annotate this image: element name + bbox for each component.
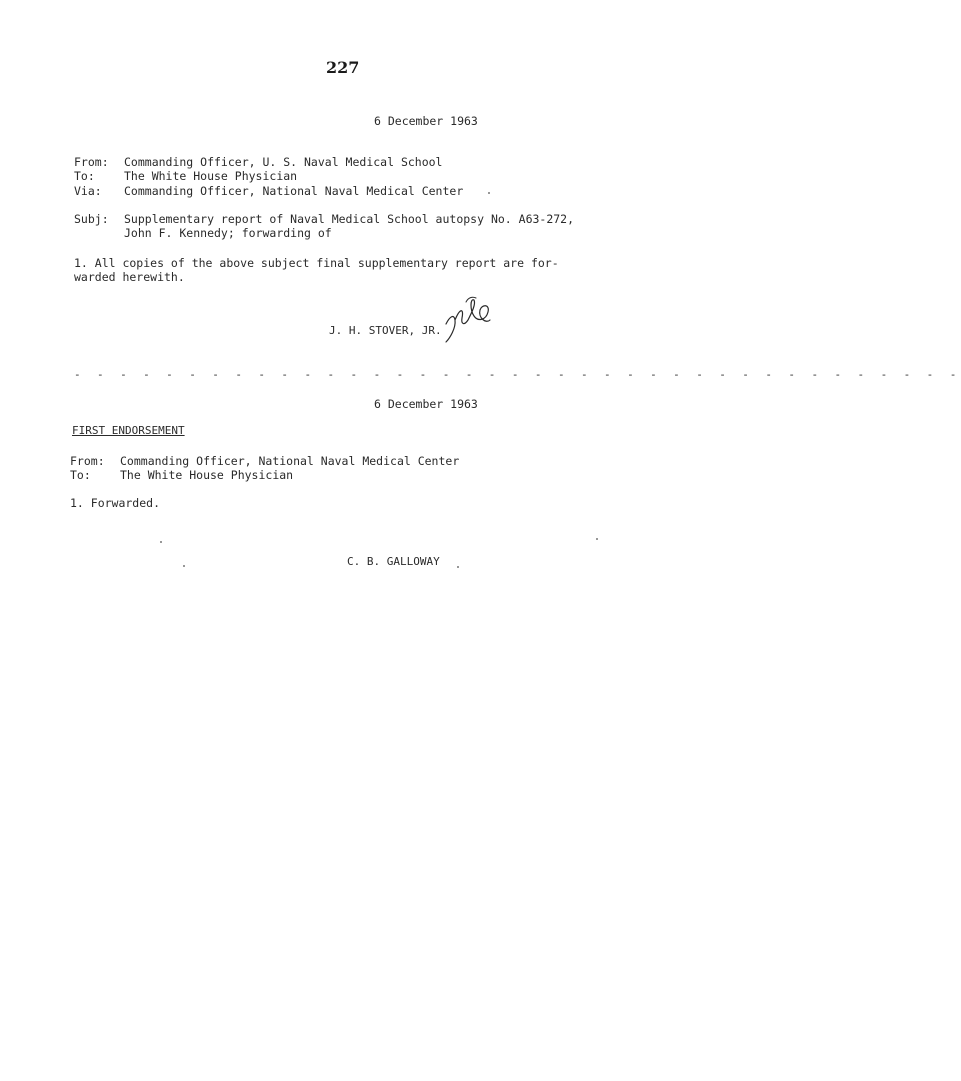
scan-speck: [596, 538, 598, 540]
memo-from-value: Commanding Officer, U. S. Naval Medical School: [124, 155, 443, 169]
memo-via-value: Commanding Officer, National Naval Medical Center: [124, 184, 464, 198]
handwritten-signature: [440, 294, 496, 346]
scan-speck: [183, 565, 185, 567]
memo-from-label: From:: [74, 155, 109, 169]
memo-paragraph-line-2: warded herewith.: [74, 270, 185, 284]
endorsement-from-value: Commanding Officer, National Naval Medical Center: [120, 454, 460, 468]
endorsement-paragraph: 1. Forwarded.: [70, 496, 161, 510]
endorsement-heading: FIRST ENDORSEMENT: [72, 424, 185, 437]
memo-to-value: The White House Physician: [124, 169, 298, 183]
page-number: 227: [326, 58, 360, 77]
endorsement-to-value: The White House Physician: [120, 468, 294, 482]
memo-paragraph-line-1: 1. All copies of the above subject final supplementary report are for-: [74, 256, 559, 270]
endorsement-from-label: From:: [70, 454, 105, 468]
memo-subject-line-1: Supplementary report of Naval Medical School autopsy No. A63-272,: [124, 212, 575, 226]
memo-subject-line-2: John F. Kennedy; forwarding of: [124, 226, 332, 240]
memo-signature-name: J. H. STOVER, JR.: [329, 324, 442, 337]
section-divider: - - - - - - - - - - - - - - - - - - - - - - - - - - - - - - - - - - - - - - -: [74, 368, 961, 381]
endorsement-signature-name: C. B. GALLOWAY: [347, 555, 440, 568]
memo-date: 6 December 1963: [374, 114, 478, 128]
memo-to-label: To:: [74, 169, 95, 183]
memo-subject-label: Subj:: [74, 212, 109, 226]
scan-speck: [488, 192, 490, 194]
scan-speck: [160, 541, 162, 543]
endorsement-date: 6 December 1963: [374, 397, 478, 411]
endorsement-to-label: To:: [70, 468, 91, 482]
scan-speck: [457, 566, 459, 568]
memo-via-label: Via:: [74, 184, 102, 198]
